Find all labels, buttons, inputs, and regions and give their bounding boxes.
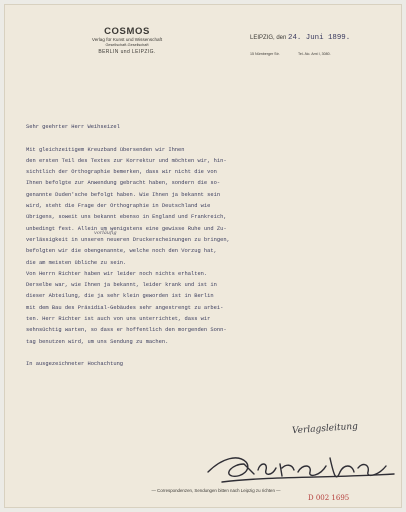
letter-line: befolgten wir die obengenannte, welche noch den Vorzug hat, [26,248,217,255]
letter-line: sehnsüchtig warten, so dass er hoffentlich den morgenden Sonn- [26,327,227,334]
letter-line: unbedingt fest. Allein um wenigstens eine gewisse Ruhe und Zu- [26,225,227,232]
letter-body [26,122,390,371]
letter-line: wird, steht die Frage der Orthographie in Deutschland wie [26,203,211,210]
letter-line: dieser Abteilung, die ja sehr klein geworden ist in Berlin [26,293,214,300]
letter-line: die am meisten übliche zu sein. [26,259,127,266]
company-name: COSMOS [104,26,150,37]
letterhead-right [250,34,380,60]
letterhead-left [42,26,212,55]
letter-line: tag benutzen wird, um uns Sendung zu machen. [26,338,169,345]
letter-line [26,133,390,144]
handwritten-signature [202,442,402,488]
letter-line: verlässigkeit in unseren neueren Druckerscheinungen zu bringen, [26,236,230,243]
letter-date: 24. Juni 1899. [288,34,351,42]
company-subtitle: Verlag für Kunst und Wissenschaft [91,37,163,42]
city-label: LEIPZIG, den [250,35,287,41]
letter-line: mit dem Bau des Präsidial-Gebäudes sehr angestrengt zu arbei- [26,304,224,311]
letter-line: In ausgezeichneter Hochachtung [26,361,124,368]
letter-sheet [4,4,402,508]
letter-line: Sehr geehrter Herr Weihseizel [26,124,120,130]
letter-line: Mit gleichzeitigem Kreuzband übersenden wir Ihnen [26,146,185,153]
letter-line: übrigens, soweit uns bekannt ebenso in England und Frankreich, [26,214,227,221]
letter-line: Derselbe war, wie Ihnen ja bekannt, leider krank und ist in [26,282,217,289]
place-date [250,34,380,42]
letter-line: Ihnen befolgte zur Anwendung gebracht haben, sondern die so- [26,180,221,187]
letterhead-footer: — Correspondenzen, Sendungen bitten nach Leipzig zu richten — [151,488,281,493]
letterhead-address: 15 Nürnberger Str. [250,52,280,56]
letter-line: sichtlich der Orthographie bemerken, dass wir nicht die von [26,169,217,176]
margin-handwritten-note: vorläufig [94,230,117,236]
company-cities: BERLIN und LEIPZIG. [98,48,156,55]
company-type: Gesellschaft-Gesellschaft [105,43,149,47]
letter-line [26,348,390,359]
letter-line: den ersten Teil des Textes zur Korrektur und möchten wir, hin- [26,157,227,164]
letter-line: Von Herrn Richter haben wir leider noch nichts erhalten. [26,270,208,277]
archive-stamp: D 002 1695 [308,494,350,502]
letter-line: genannte Duden'sche befolgt haben. Wie Ihnen ja bekannt sein [26,191,221,198]
letter-line: ten. Herr Richter ist auch von uns unterrichtet, dass wir [26,316,211,323]
letterhead-telephone: Tel.-No. Amt I, 3080. [298,52,331,56]
handwritten-closing: Verlagsleitung [291,421,359,437]
